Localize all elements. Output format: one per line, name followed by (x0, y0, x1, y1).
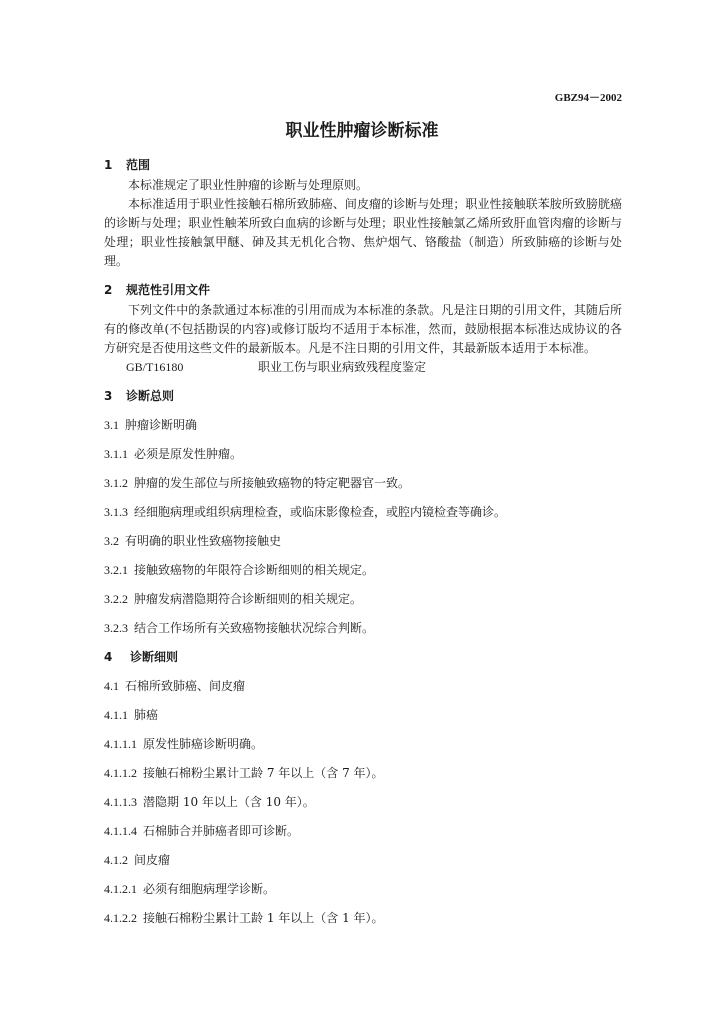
document-body (104, 156, 622, 938)
clause-number: 3.1.2 (104, 476, 128, 490)
clause (104, 503, 622, 532)
clause-number: 3.2 (104, 534, 119, 548)
clause-number: 4.1.1.4 (104, 824, 137, 838)
clause-number: 3.1 (104, 418, 119, 432)
clause-text: 接触致癌物的年限符合诊断细则的相关规定。 (134, 563, 375, 577)
page-title: 职业性肿瘤诊断标准 (285, 121, 439, 141)
clause-number: 4.1.1.2 (104, 766, 137, 780)
clause (104, 474, 622, 503)
clause-text: 必须有细胞病理学诊断。 (143, 882, 276, 896)
section-number: 3 (104, 389, 113, 403)
paragraph: 本标准适用于职业性接触石棉所致肺癌、间皮瘤的诊断与处理；职业性接触联苯胺所致膀胱癌的诊断与处理；职业性触苯所致白血病的诊断与处理；职业性接触氯乙烯所致肝血管肉瘤的诊断与处理；职业性接触氯甲醚、砷及其无机化合物、焦炉烟气、铬酸盐（制造）所致肺癌的诊断与处理。 (104, 197, 622, 268)
clause-text: 必须是原发性肿瘤。 (134, 447, 243, 461)
section-3-clauses (104, 416, 622, 648)
section-3-heading (104, 387, 622, 416)
clause (104, 909, 622, 938)
clause (104, 822, 622, 851)
reference-code: GB/T16180 (126, 360, 184, 374)
section-4-clauses (104, 677, 622, 938)
clause-number: 4.1.2 (104, 853, 128, 867)
clause-text: 接触石棉粉尘累计工龄 1 年以上（含 1 年）。 (143, 911, 384, 925)
section-4-heading (104, 648, 622, 677)
section-number: 2 (104, 283, 113, 297)
clause (104, 735, 622, 764)
clause (104, 793, 622, 822)
paragraph: 下列文件中的条款通过本标准的引用而成为本标准的条款。凡是注日期的引用文件，其随后所有的修改单(不包括勘误的内容)或修订版均不适用于本标准，然而，鼓励根据本标准达成协议的各方研究是否使用这些文件的最新版本。凡是不注日期的引用文件，其最新版本适用于本标准。 (104, 303, 622, 355)
section-title: 规范性引用文件 (126, 283, 211, 297)
clause-text: 肿瘤发病潜隐期符合诊断细则的相关规定。 (134, 592, 363, 606)
clause-number: 4.1.1.3 (104, 795, 137, 809)
section-2-heading (104, 281, 622, 301)
reference-title: 职业工伤与职业病致残程度鉴定 (258, 360, 427, 374)
clause-text: 潜隐期 10 年以上（含 10 年）。 (143, 795, 315, 809)
clause-number: 4.1.1 (104, 708, 128, 722)
clause-number: 4.1.1.1 (104, 737, 137, 751)
clause-text: 经细胞病理或组织病理检查，或临床影像检查，或腔内镜检查等确诊。 (134, 505, 507, 519)
clause (104, 590, 622, 619)
clause-number: 4.1 (104, 679, 119, 693)
clause-number: 3.2.1 (104, 563, 128, 577)
clause-text: 接触石棉粉尘累计工龄 7 年以上（含 7 年）。 (143, 766, 384, 780)
clause-number: 3.2.3 (104, 621, 128, 635)
clause (104, 532, 622, 561)
clause (104, 706, 622, 735)
standard-code: GBZ94－2002 (554, 92, 622, 104)
clause (104, 619, 622, 648)
clause (104, 764, 622, 793)
clause-text: 肿瘤的发生部位与所接触致癌物的特定靶器官一致。 (134, 476, 411, 490)
section-number: 4 (104, 650, 113, 664)
clause-text: 肿瘤诊断明确 (125, 418, 198, 432)
clause-text: 结合工作场所有关致癌物接触状况综合判断。 (134, 621, 375, 635)
normative-reference (104, 358, 622, 377)
clause-number: 3.2.2 (104, 592, 128, 606)
section-title: 诊断总则 (126, 389, 175, 403)
paragraph: 本标准规定了职业性肿瘤的诊断与处理原则。 (128, 178, 369, 192)
clause-number: 3.1.1 (104, 447, 128, 461)
clause-text: 原发性肺癌诊断明确。 (143, 737, 264, 751)
section-1-heading (104, 156, 622, 176)
section-title: 范围 (126, 158, 151, 172)
clause-number: 3.1.3 (104, 505, 128, 519)
clause (104, 880, 622, 909)
clause-number: 4.1.2.1 (104, 882, 137, 896)
clause (104, 561, 622, 590)
clause-text: 肺癌 (134, 708, 159, 722)
clause (104, 416, 622, 445)
clause-text: 石棉肺合并肺癌者即可诊断。 (143, 824, 300, 838)
section-title: 诊断细则 (130, 650, 179, 664)
clause (104, 677, 622, 706)
section-number: 1 (104, 158, 113, 172)
clause (104, 445, 622, 474)
clause-text: 有明确的职业性致癌物接触史 (125, 534, 282, 548)
clause-text: 石棉所致肺癌、间皮瘤 (125, 679, 246, 693)
clause (104, 851, 622, 880)
clause-text: 间皮瘤 (134, 853, 171, 867)
clause-number: 4.1.2.2 (104, 911, 137, 925)
